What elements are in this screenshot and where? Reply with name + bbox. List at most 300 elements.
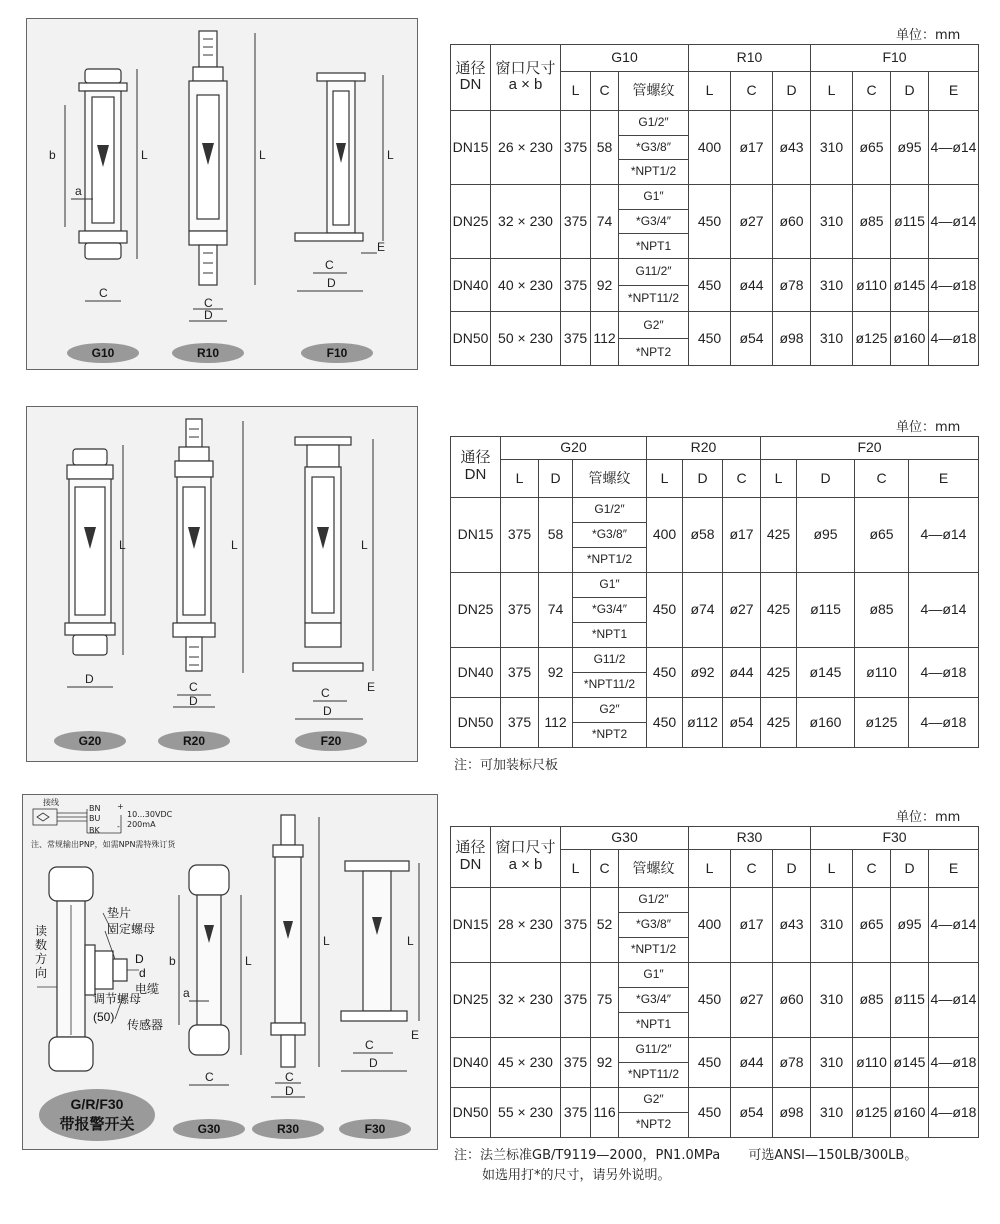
table-cell: G2″: [573, 697, 647, 722]
table-cell: 310: [811, 1087, 853, 1137]
table-cell: 375: [561, 184, 591, 258]
col-header: D: [773, 71, 811, 110]
table-cell: 75: [591, 962, 619, 1037]
table-cell: 425: [761, 497, 797, 572]
header-text: 窗口尺寸: [495, 59, 556, 77]
table-cell: 310: [811, 887, 853, 962]
table-cell: DN15: [451, 887, 491, 962]
header-text: DN: [459, 855, 482, 873]
wiring-label: 接线: [43, 798, 59, 807]
col-header: D: [891, 849, 929, 887]
header-text: 窗口尺寸: [495, 839, 556, 857]
table-cell: 74: [539, 572, 573, 647]
col-header: C: [731, 849, 773, 887]
table-cell: 4—ø14: [929, 110, 979, 184]
dim-l-label: L: [245, 954, 252, 968]
col-header: E: [929, 71, 979, 110]
spec-table-g20: [450, 436, 979, 748]
dim-d-label: D: [323, 704, 332, 718]
table-cell: *G3/4″: [573, 597, 647, 622]
col-header: L: [811, 71, 853, 110]
label-fix-nut: 固定螺母: [107, 922, 156, 936]
table-cell: ø74: [683, 572, 723, 647]
dim-small-d: d: [139, 966, 146, 980]
table-cell: ø17: [731, 887, 773, 962]
table-cell: ø160: [797, 697, 855, 747]
dim-a-label: a: [75, 184, 82, 198]
col-header: C: [723, 459, 761, 497]
label-adjust-nut: 调节螺母: [93, 992, 142, 1006]
model-label-g30: G30: [197, 1122, 221, 1136]
table-cell: G11/2″: [619, 1037, 689, 1062]
table-cell: ø145: [797, 647, 855, 697]
label-cable: 电缆: [135, 982, 160, 996]
table-cell: ø65: [853, 110, 891, 184]
dim-c-label: C: [189, 680, 198, 694]
table-cell: DN25: [451, 572, 501, 647]
table-cell: 50 × 230: [491, 312, 561, 366]
table-row: [451, 647, 979, 672]
table-cell: *G3/4″: [619, 987, 689, 1012]
read-dir-4: 向: [35, 966, 48, 980]
table-cell: DN40: [451, 258, 491, 312]
minus-sign: -: [117, 822, 120, 831]
table-cell: 92: [539, 647, 573, 697]
table-cell: G1/2″: [619, 887, 689, 912]
table-cell: ø125: [853, 1087, 891, 1137]
table-cell: 112: [591, 312, 619, 366]
table-cell: 4—ø14: [929, 184, 979, 258]
table-cell: 310: [811, 962, 853, 1037]
table-cell: 55 × 230: [491, 1087, 561, 1137]
table-cell: 52: [591, 887, 619, 962]
table-cell: 45 × 230: [491, 1037, 561, 1087]
table-cell: G11/2″: [619, 258, 689, 285]
dim-e-label: E: [411, 1028, 420, 1042]
dim-big-d: D: [135, 952, 144, 966]
table-cell: ø58: [683, 497, 723, 572]
table-cell: ø85: [853, 962, 891, 1037]
table-subrow: [451, 45, 979, 72]
table-cell: 400: [689, 887, 731, 962]
table-cell: G1/2″: [619, 110, 689, 135]
spec-table-g10: [450, 44, 979, 366]
table-row: [451, 258, 979, 285]
table-row: [451, 1087, 979, 1112]
model-label-f20: F20: [320, 734, 342, 748]
read-dir-2: 数: [35, 938, 48, 952]
col-header: L: [561, 71, 591, 110]
dim-l-label: L: [387, 148, 394, 162]
header-dn: [451, 437, 501, 498]
table-cell: DN25: [451, 184, 491, 258]
header-dn: [451, 827, 491, 888]
header-text: DN: [464, 465, 487, 483]
table-cell: 375: [501, 497, 539, 572]
table-cell: *G3/8″: [619, 912, 689, 937]
g10-diagram-panel: [26, 18, 418, 370]
table-row: [451, 1037, 979, 1062]
table-subrow: [451, 437, 979, 460]
group-header: G20: [501, 437, 647, 460]
table-cell: 4—ø18: [909, 697, 979, 747]
table-cell: ø54: [731, 312, 773, 366]
table-cell: 375: [501, 697, 539, 747]
col-header: L: [761, 459, 797, 497]
col-header: C: [853, 849, 891, 887]
model-label-r30: R30: [276, 1122, 300, 1136]
label-fifty: (50): [93, 1010, 115, 1024]
table-cell: *NPT1: [619, 234, 689, 259]
dim-e-label: E: [367, 680, 376, 694]
table-cell: G1″: [619, 962, 689, 987]
table-cell: ø27: [731, 962, 773, 1037]
table-cell: 4—ø18: [929, 312, 979, 366]
dim-d-label: D: [369, 1056, 378, 1070]
col-header: L: [689, 849, 731, 887]
col-header: L: [689, 71, 731, 110]
note-flange-standard: [454, 1146, 917, 1166]
table-cell: ø160: [891, 1087, 929, 1137]
unit-label-2: 单位：mm: [896, 420, 961, 435]
dim-e-label: E: [377, 240, 386, 254]
table-cell: *NPT2: [619, 1112, 689, 1137]
table-cell: ø85: [855, 572, 909, 647]
table-cell: 58: [591, 110, 619, 184]
col-header: L: [647, 459, 683, 497]
table-cell: ø17: [731, 110, 773, 184]
table-cell: 425: [761, 647, 797, 697]
col-header: L: [561, 849, 591, 887]
wire-bu: BU: [89, 814, 101, 823]
table-cell: ø95: [891, 110, 929, 184]
g20-r20-f20-drawing: [27, 407, 417, 761]
table-cell: ø78: [773, 1037, 811, 1087]
group-header: F10: [811, 45, 979, 72]
table-cell: DN50: [451, 697, 501, 747]
dim-c-label: C: [99, 286, 108, 300]
table-cell: 450: [689, 184, 731, 258]
dim-l-label: L: [141, 148, 148, 162]
dim-b-label: b: [49, 148, 56, 162]
table-cell: *NPT1/2: [619, 937, 689, 962]
table-cell: 310: [811, 1037, 853, 1087]
table-cell: 4—ø18: [929, 1087, 979, 1137]
g10-r10-f10-drawing: [27, 19, 417, 369]
model-label-r10: R10: [196, 346, 220, 360]
table-cell: 400: [647, 497, 683, 572]
table-cell: 375: [561, 312, 591, 366]
table-row: [451, 110, 979, 135]
label-gasket: 垫片: [107, 906, 132, 920]
dim-c-label: C: [204, 296, 213, 310]
table-cell: ø43: [773, 110, 811, 184]
badge-models: G/R/F30: [70, 1096, 124, 1112]
table-cell: *NPT1/2: [573, 547, 647, 572]
table-cell: 58: [539, 497, 573, 572]
table-cell: 450: [647, 697, 683, 747]
g30-r30-f30-drawing: [23, 795, 437, 1149]
dim-d-label: D: [189, 694, 198, 708]
table-cell: 450: [647, 572, 683, 647]
badge-alarm-switch: 带报警开关: [59, 1116, 135, 1133]
col-header: D: [891, 71, 929, 110]
table-cell: G11/2: [573, 647, 647, 672]
table-cell: ø110: [853, 258, 891, 312]
col-header: E: [929, 849, 979, 887]
table-cell: ø115: [891, 962, 929, 1037]
table-cell: 450: [647, 647, 683, 697]
table-cell: *G3/8″: [573, 522, 647, 547]
table-cell: ø27: [723, 572, 761, 647]
dim-c-label: C: [321, 686, 330, 700]
table-cell: ø160: [891, 312, 929, 366]
dim-l-label: L: [259, 148, 266, 162]
table-cell: 28 × 230: [491, 887, 561, 962]
col-header: C: [591, 71, 619, 110]
table-cell: 400: [689, 110, 731, 184]
table-row: [451, 184, 979, 209]
table-cell: *NPT1/2: [619, 160, 689, 185]
table-cell: 375: [561, 962, 591, 1037]
table-cell: DN40: [451, 647, 501, 697]
table-cell: ø44: [731, 1037, 773, 1087]
table-cell: 375: [561, 1087, 591, 1137]
table-cell: 112: [539, 697, 573, 747]
table-cell: ø98: [773, 1087, 811, 1137]
header-text: 通径: [455, 839, 486, 857]
col-header: L: [501, 459, 539, 497]
table-cell: ø115: [797, 572, 855, 647]
dim-c-label: C: [365, 1038, 374, 1052]
dim-l-label: L: [361, 538, 368, 552]
table-cell: 310: [811, 258, 853, 312]
table-cell: 375: [561, 110, 591, 184]
table-row: [451, 887, 979, 912]
table-cell: ø145: [891, 258, 929, 312]
note-asterisk: 如选用打*的尺寸，请另外说明。: [482, 1168, 671, 1183]
table-cell: 4—ø14: [929, 962, 979, 1037]
table-cell: ø145: [891, 1037, 929, 1087]
wiring-note: 注、常规输出PNP，如需NPN需特殊订货: [31, 840, 176, 849]
table-cell: *NPT1: [573, 622, 647, 647]
table-cell: DN25: [451, 962, 491, 1037]
wire-bk: BK: [89, 826, 100, 835]
voltage-label: 10...30VDC: [127, 810, 173, 819]
table-cell: ø60: [773, 184, 811, 258]
model-label-f30: F30: [364, 1122, 386, 1136]
table-cell: ø110: [853, 1037, 891, 1087]
table-cell: ø43: [773, 887, 811, 962]
table-cell: 375: [561, 887, 591, 962]
col-header: E: [909, 459, 979, 497]
table-cell: G2″: [619, 1087, 689, 1112]
table-subrow: [451, 459, 979, 497]
table-cell: 26 × 230: [491, 110, 561, 184]
header-dn: [451, 45, 491, 111]
table-cell: ø95: [797, 497, 855, 572]
table-cell: ø17: [723, 497, 761, 572]
dim-c-label: C: [205, 1070, 214, 1084]
table-cell: DN50: [451, 312, 491, 366]
col-header: D: [797, 459, 855, 497]
table-cell: ø65: [855, 497, 909, 572]
dim-c-label: C: [285, 1070, 294, 1084]
table-cell: ø92: [683, 647, 723, 697]
table-cell: DN50: [451, 1087, 491, 1137]
col-header: D: [773, 849, 811, 887]
table-cell: 4—ø18: [929, 1037, 979, 1087]
table-row: [451, 497, 979, 522]
g30-diagram-panel: [22, 794, 438, 1150]
table-cell: 4—ø18: [929, 258, 979, 312]
table-cell: 74: [591, 184, 619, 258]
dim-d-label: D: [327, 276, 336, 290]
group-header: F30: [811, 827, 979, 850]
table-cell: 375: [561, 258, 591, 312]
table-cell: 450: [689, 1037, 731, 1087]
table-cell: G1″: [573, 572, 647, 597]
note-scale-board: 注：可加装标尺板: [454, 758, 559, 773]
table-subrow: [451, 827, 979, 850]
table-cell: 310: [811, 184, 853, 258]
table-cell: *G3/4″: [619, 209, 689, 234]
dim-a-label: a: [183, 986, 190, 1000]
table-cell: 4—ø18: [909, 647, 979, 697]
table-cell: 375: [561, 1037, 591, 1087]
table-cell: ø85: [853, 184, 891, 258]
unit-label-1: 单位：mm: [896, 28, 961, 43]
g20-diagram-panel: [26, 406, 418, 762]
read-dir-1: 读: [35, 924, 48, 938]
table-cell: 310: [811, 312, 853, 366]
header-text: a × b: [508, 855, 543, 873]
table-cell: 4—ø14: [909, 497, 979, 572]
table-cell: *NPT2: [619, 339, 689, 366]
table-row: [451, 697, 979, 722]
table-cell: 4—ø14: [929, 887, 979, 962]
table-cell: 425: [761, 697, 797, 747]
table-cell: ø110: [855, 647, 909, 697]
table-cell: ø44: [731, 258, 773, 312]
table-cell: 32 × 230: [491, 962, 561, 1037]
model-label-g10: G10: [91, 346, 115, 360]
col-header: C: [853, 71, 891, 110]
table-cell: ø112: [683, 697, 723, 747]
dim-d-label: D: [285, 1084, 294, 1098]
col-header: C: [855, 459, 909, 497]
header-text: 通径: [455, 59, 486, 77]
table-cell: 40 × 230: [491, 258, 561, 312]
table-cell: 375: [501, 647, 539, 697]
table-cell: 450: [689, 258, 731, 312]
dim-c-label: C: [325, 258, 334, 272]
table-cell: *NPT2: [573, 722, 647, 747]
table-cell: DN15: [451, 497, 501, 572]
col-header: 管螺纹: [619, 71, 689, 110]
model-label-g20: G20: [78, 734, 102, 748]
group-header: F20: [761, 437, 979, 460]
dim-d-label: D: [85, 672, 94, 686]
spec-table-g30: [450, 826, 979, 1138]
group-header: R30: [689, 827, 811, 850]
table-cell: ø44: [723, 647, 761, 697]
table-cell: 32 × 230: [491, 184, 561, 258]
col-header: L: [811, 849, 853, 887]
dim-l-label: L: [231, 538, 238, 552]
table-cell: 375: [501, 572, 539, 647]
col-header: 管螺纹: [573, 459, 647, 497]
unit-label-3: 单位：mm: [896, 810, 961, 825]
table-cell: *NPT11/2: [619, 1062, 689, 1087]
table-cell: 425: [761, 572, 797, 647]
col-header: D: [683, 459, 723, 497]
note-ansi-text: 可选ANSI—150LB/300LB。: [748, 1148, 918, 1163]
group-header: R20: [647, 437, 761, 460]
table-cell: DN40: [451, 1037, 491, 1087]
table-cell: G1/2″: [573, 497, 647, 522]
header-text: 通径: [460, 449, 491, 467]
table-cell: G2″: [619, 312, 689, 339]
table-cell: ø125: [855, 697, 909, 747]
header-text: a × b: [508, 76, 543, 94]
group-header: G30: [561, 827, 689, 850]
table-cell: ø60: [773, 962, 811, 1037]
table-cell: ø54: [723, 697, 761, 747]
wire-bn: BN: [89, 804, 101, 813]
current-label: 200mA: [127, 820, 156, 829]
dim-l-label: L: [407, 934, 414, 948]
table-cell: ø54: [731, 1087, 773, 1137]
dim-b-label: b: [169, 954, 176, 968]
table-cell: 450: [689, 1087, 731, 1137]
table-cell: G1″: [619, 184, 689, 209]
table-row: [451, 572, 979, 597]
dim-l-label: L: [119, 538, 126, 552]
col-header: C: [731, 71, 773, 110]
model-label-f10: F10: [326, 346, 348, 360]
dim-d-label: D: [204, 308, 213, 322]
note-flange-text: 注：法兰标准GB/T9119—2000，PN1.0MPa: [454, 1148, 721, 1163]
table-cell: ø78: [773, 258, 811, 312]
table-cell: 92: [591, 1037, 619, 1087]
table-cell: ø27: [731, 184, 773, 258]
table-cell: 116: [591, 1087, 619, 1137]
col-header: C: [591, 849, 619, 887]
table-cell: 4—ø14: [909, 572, 979, 647]
table-cell: *G3/8″: [619, 135, 689, 160]
table-cell: 450: [689, 962, 731, 1037]
table-cell: 310: [811, 110, 853, 184]
read-dir-3: 方: [35, 952, 48, 966]
plus-sign: +: [117, 802, 124, 811]
header-text: DN: [459, 76, 482, 94]
table-cell: ø115: [891, 184, 929, 258]
group-header: G10: [561, 45, 689, 72]
table-cell: *NPT1: [619, 1012, 689, 1037]
table-cell: ø65: [853, 887, 891, 962]
table-row: [451, 312, 979, 339]
table-cell: DN15: [451, 110, 491, 184]
table-cell: ø95: [891, 887, 929, 962]
table-cell: *NPT11/2: [573, 672, 647, 697]
col-header: D: [539, 459, 573, 497]
table-cell: *NPT11/2: [619, 285, 689, 312]
table-cell: ø125: [853, 312, 891, 366]
table-cell: 450: [689, 312, 731, 366]
header-window: [491, 827, 561, 888]
table-row: [451, 962, 979, 987]
